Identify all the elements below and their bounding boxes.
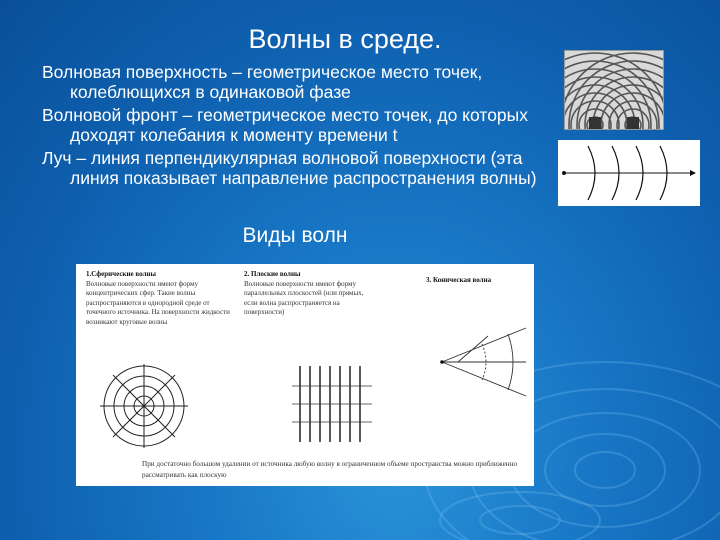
definition-wave-surface: Волновая поверхность – геометрическое место точек, колеблющихся в одинаковой фазе [42,62,483,103]
slide-title: Волны в среде. [248,24,442,54]
definition-wave-front: Волновой фронт – геометрическое место точек, до которых доходят колебания к моменту времени t [42,104,528,146]
definitions-text [42,62,557,190]
spherical-wave-description [86,270,236,328]
spherical-wave-body: Волновые поверхности имеют форму концентрических сфер. Такие волны распространяются в однородной среде от точечного источника. На поверхности жидкости возникают круговые волны [86,279,230,326]
conical-wave-heading: 3. Коническая волна [426,276,492,284]
definition-ray: Луч – линия перпендикулярная волновой поверхности (эта линия показывает направление распространения волны) [42,147,537,189]
wave-types-subtitle: Виды волн [242,224,348,247]
plane-wave-drawing [292,362,378,446]
ray-front-diagram [558,140,700,206]
figure-caption: При достаточно большом удалении от источника любую волну в ограниченном объеме пространства можно приближенно рассматривать как плоскую [142,460,518,479]
plane-wave-body: Волновые поверхности имеют форму параллельных плоскостей (или прямых, если волна распространяется на поверхности) [244,279,364,317]
plane-wave-description [244,270,374,318]
conical-wave-drawing [438,322,530,400]
conical-wave-description [426,276,526,286]
plane-wave-heading: 2. Плоские волны [244,270,301,278]
interference-image [564,50,664,130]
wave-types-figure [76,264,534,486]
spherical-wave-drawing [94,362,194,450]
spherical-wave-heading: 1.Сферические волны [86,270,156,278]
